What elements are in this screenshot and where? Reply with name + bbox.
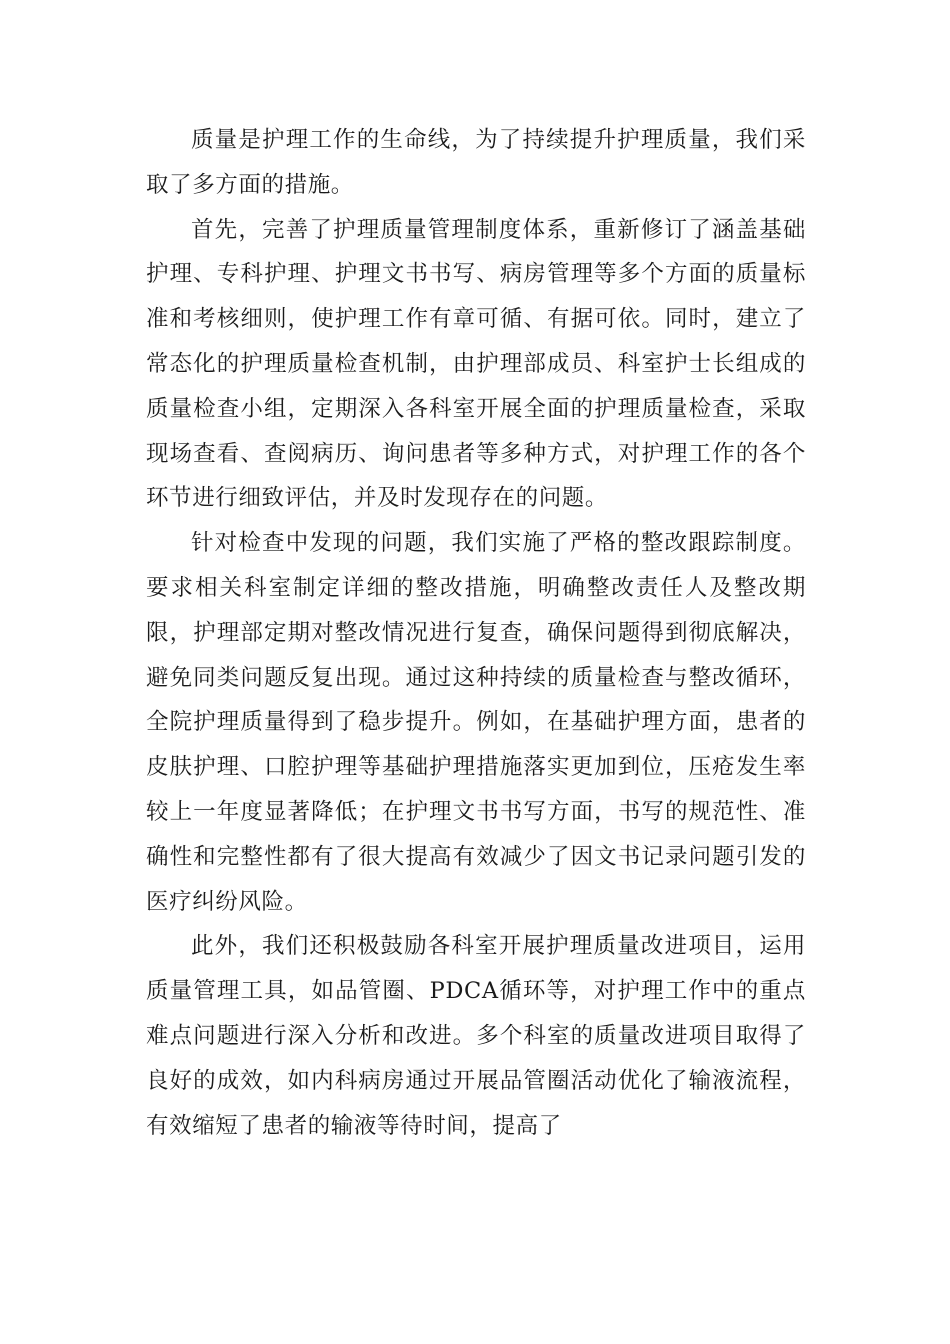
paragraph-intro: 质量是护理工作的生命线，为了持续提升护理质量，我们采取了多方面的措施。 [146,127,806,198]
paragraph-rectification: 针对检查中发现的问题，我们实施了严格的整改跟踪制度。要求相关科室制定详细的整改措施，明确整改责任人及整改期限，护理部定期对整改情况进行复查，确保问题得到彻底解决，避免同类问题反复出现。通过这种持续的质量检查与整改循环，全院护理质量得到了稳步提升。例如，在基础护理方面，患者的皮肤护理、口腔护理等基础护理措施落实更加到位，压疮发生率较上一年度显著降低；在护理文书书写方面，书写的规范性、准确性和完整性都有了很大提高有效减少了因文书记录问题引发的医疗纠纷风险。 [146,530,806,915]
paragraph-quality-system: 首先，完善了护理质量管理制度体系，重新修订了涵盖基础护理、专科护理、护理文书书写、病房管理等多个方面的质量标准和考核细则，使护理工作有章可循、有据可依。同时，建立了常态化的护理质量检查机制，由护理部成员、科室护士长组成的质量检查小组，定期深入各科室开展全面的护理质量检查，采取现场查看、查阅病历、询问患者等多种方式，对护理工作的各个环节进行细致评估，并及时发现存在的问题。 [146,216,806,512]
document-body [146,118,806,1148]
paragraph-improvement-projects: 此外，我们还积极鼓励各科室开展护理质量改进项目，运用质量管理工具，如品管圈、PDCA循环等，对护理工作中的重点难点问题进行深入分析和改进。多个科室的质量改进项目取得了良好的成效，如内科病房通过开展品管圈活动优化了输液流程，有效缩短了患者的输液等待时间，提高了 [146,933,806,1139]
